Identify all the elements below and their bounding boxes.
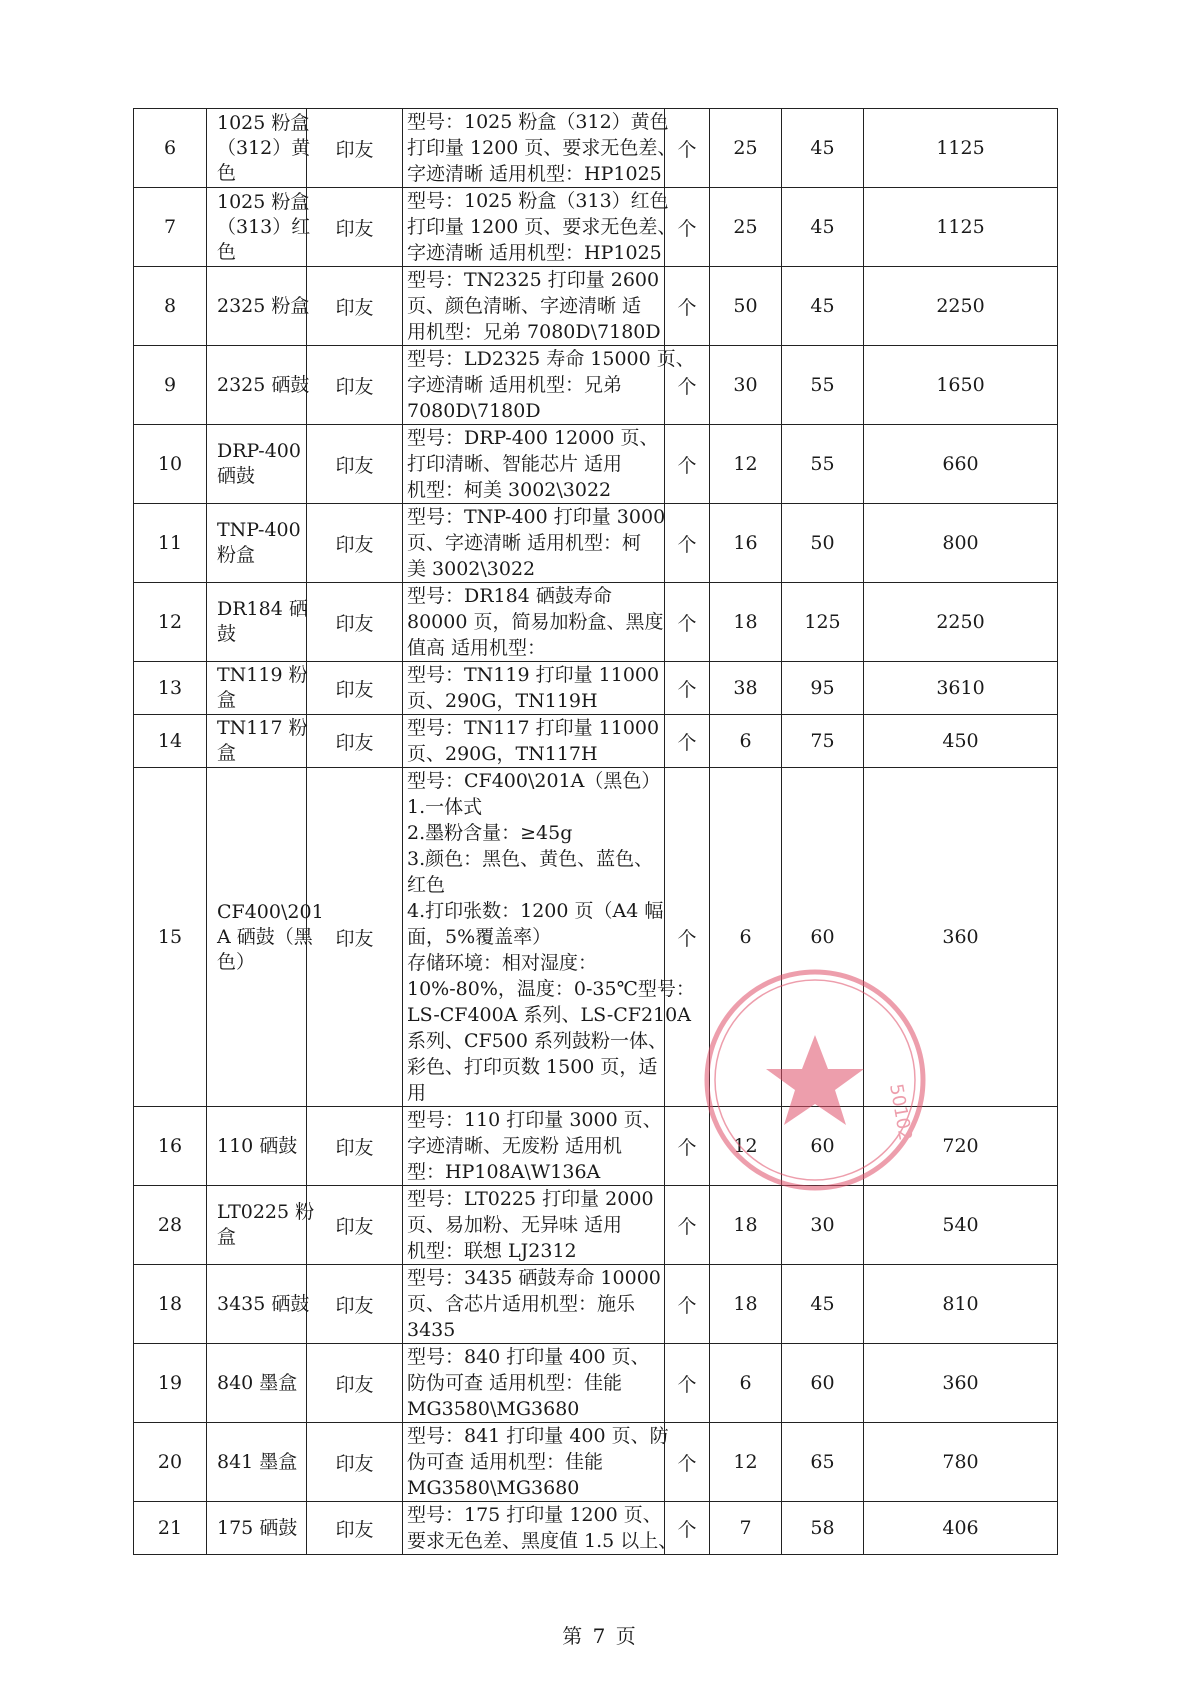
seq-cell: 9 bbox=[134, 346, 207, 425]
spec-cell-line: 型号：LT0225 打印量 2000 bbox=[407, 1188, 654, 1210]
seq-cell: 11 bbox=[134, 504, 207, 583]
total-cell: 3610 bbox=[864, 662, 1058, 715]
name-cell-line: （312）黄 bbox=[217, 136, 311, 159]
price-cell: 45 bbox=[782, 109, 864, 188]
total-cell: 2250 bbox=[864, 267, 1058, 346]
spec-cell bbox=[403, 1265, 665, 1344]
price-cell: 55 bbox=[782, 346, 864, 425]
spec-cell-line: 型号：TN119 打印量 11000 bbox=[407, 664, 660, 686]
name-cell bbox=[207, 1344, 307, 1423]
brand-cell: 印友 bbox=[307, 1423, 403, 1502]
spec-cell bbox=[403, 1186, 665, 1265]
seq-cell: 16 bbox=[134, 1107, 207, 1186]
brand-cell: 印友 bbox=[307, 715, 403, 768]
total-cell: 360 bbox=[864, 1344, 1058, 1423]
spec-cell-line: 型：HP108A\W136A bbox=[407, 1161, 601, 1183]
spec-cell-line: 80000 页，简易加粉盒、黑度 bbox=[407, 611, 664, 633]
spec-cell bbox=[403, 346, 695, 425]
name-cell-line: 鼓 bbox=[217, 623, 237, 645]
spec-cell-line: 彩色、打印页数 1500 页，适 bbox=[407, 1056, 658, 1078]
name-cell-line: 色） bbox=[217, 950, 256, 973]
spec-cell-line: 系列、CF500 系列鼓粉一体、 bbox=[407, 1030, 668, 1052]
name-cell bbox=[207, 267, 310, 346]
total-cell: 540 bbox=[864, 1186, 1058, 1265]
unit-cell: 个 bbox=[665, 1344, 710, 1423]
spec-cell-line: 伪可查 适用机型：佳能 bbox=[407, 1451, 604, 1473]
spec-cell-line: 页、易加粉、无异味 适用 bbox=[407, 1214, 623, 1236]
price-cell: 60 bbox=[782, 768, 864, 1107]
table-row bbox=[134, 188, 1058, 267]
unit-cell: 个 bbox=[665, 1186, 710, 1265]
spec-cell bbox=[403, 768, 695, 1107]
spec-cell-line: 页、290G，TN117H bbox=[407, 743, 598, 765]
product-table bbox=[133, 108, 1058, 1555]
qty-cell: 6 bbox=[710, 1344, 782, 1423]
price-cell: 55 bbox=[782, 425, 864, 504]
qty-cell: 7 bbox=[710, 1502, 782, 1555]
qty-cell: 6 bbox=[710, 768, 782, 1107]
price-cell: 65 bbox=[782, 1423, 864, 1502]
seq-cell: 10 bbox=[134, 425, 207, 504]
price-cell: 60 bbox=[782, 1344, 864, 1423]
name-cell bbox=[207, 504, 307, 583]
name-cell bbox=[207, 1186, 315, 1265]
seq-cell: 6 bbox=[134, 109, 207, 188]
unit-cell: 个 bbox=[665, 267, 710, 346]
brand-cell: 印友 bbox=[307, 583, 403, 662]
unit-cell: 个 bbox=[665, 504, 710, 583]
spec-cell-line: LS-CF400A 系列、LS-CF210A bbox=[407, 1004, 691, 1026]
unit-cell: 个 bbox=[665, 715, 710, 768]
table-row bbox=[134, 662, 1058, 715]
brand-cell: 印友 bbox=[307, 1186, 403, 1265]
price-cell: 50 bbox=[782, 504, 864, 583]
total-cell: 780 bbox=[864, 1423, 1058, 1502]
spec-cell-line: 字迹清晰 适用机型：HP1025 bbox=[407, 163, 662, 185]
qty-cell: 30 bbox=[710, 346, 782, 425]
qty-cell: 25 bbox=[710, 109, 782, 188]
seq-cell: 15 bbox=[134, 768, 207, 1107]
name-cell-line: 2325 粉盒 bbox=[217, 294, 310, 317]
spec-cell-line: 型号：TN2325 打印量 2600 bbox=[407, 269, 660, 291]
name-cell-line: 1025 粉盒 bbox=[217, 111, 310, 134]
spec-cell-line: 红色 bbox=[407, 874, 446, 896]
spec-cell-line: 型号：841 打印量 400 页、防 bbox=[407, 1425, 669, 1447]
spec-cell-line: 型号：LD2325 寿命 15000 页、 bbox=[407, 348, 695, 370]
brand-cell: 印友 bbox=[307, 425, 403, 504]
page-number: 第 7 页 bbox=[562, 1624, 638, 1648]
total-cell: 360 bbox=[864, 768, 1058, 1107]
brand-cell: 印友 bbox=[307, 188, 403, 267]
name-cell-line: DRP-400 bbox=[217, 440, 301, 462]
spec-cell-line: MG3580\MG3680 bbox=[407, 1398, 580, 1420]
seq-cell: 21 bbox=[134, 1502, 207, 1555]
spec-cell-line: 型号：1025 粉盒（312）黄色 bbox=[407, 111, 669, 133]
name-cell-line: 粉盒 bbox=[217, 544, 256, 566]
table-row bbox=[134, 109, 1058, 188]
table-row bbox=[134, 346, 1058, 425]
name-cell bbox=[207, 662, 307, 715]
brand-cell: 印友 bbox=[307, 662, 403, 715]
spec-cell-line: 用 bbox=[407, 1082, 427, 1104]
qty-cell: 18 bbox=[710, 1265, 782, 1344]
spec-cell-line: 打印量 1200 页、要求无色差、 bbox=[407, 137, 677, 159]
price-cell: 95 bbox=[782, 662, 864, 715]
total-cell: 450 bbox=[864, 715, 1058, 768]
spec-cell-line: 存储环境：相对湿度： bbox=[407, 952, 598, 974]
name-cell-line: （313）红 bbox=[217, 215, 311, 238]
qty-cell: 12 bbox=[710, 425, 782, 504]
table-row bbox=[134, 583, 1058, 662]
spec-cell-line: 机型：联想 LJ2312 bbox=[407, 1240, 577, 1262]
name-cell bbox=[207, 346, 310, 425]
name-cell bbox=[207, 109, 311, 188]
table-row bbox=[134, 715, 1058, 768]
price-cell: 125 bbox=[782, 583, 864, 662]
spec-cell bbox=[403, 1107, 665, 1186]
name-cell-line: 盒 bbox=[217, 689, 237, 711]
brand-cell: 印友 bbox=[307, 1107, 403, 1186]
total-cell: 1650 bbox=[864, 346, 1058, 425]
spec-cell bbox=[403, 267, 665, 346]
spec-cell-line: 打印清晰、智能芯片 适用 bbox=[407, 453, 623, 475]
spec-cell-line: 型号：175 打印量 1200 页、 bbox=[407, 1504, 662, 1526]
spec-cell-line: 字迹清晰 适用机型：兄弟 bbox=[407, 374, 623, 396]
spec-cell-line: 型号：840 打印量 400 页、 bbox=[407, 1346, 650, 1368]
name-cell-line: 色 bbox=[217, 161, 237, 184]
spec-cell bbox=[403, 1502, 678, 1555]
name-cell-line: 色 bbox=[217, 240, 237, 263]
qty-cell: 18 bbox=[710, 1186, 782, 1265]
price-cell: 60 bbox=[782, 1107, 864, 1186]
brand-cell: 印友 bbox=[307, 267, 403, 346]
spec-cell bbox=[403, 1423, 669, 1502]
spec-cell bbox=[403, 109, 677, 188]
spec-cell-line: 型号：TN117 打印量 11000 bbox=[407, 717, 660, 739]
seq-cell: 14 bbox=[134, 715, 207, 768]
table-row bbox=[134, 267, 1058, 346]
spec-cell-line: 机型：柯美 3002\3022 bbox=[407, 479, 612, 501]
name-cell-line: 盒 bbox=[217, 1226, 237, 1248]
seq-cell: 8 bbox=[134, 267, 207, 346]
name-cell bbox=[207, 1265, 310, 1344]
brand-cell: 印友 bbox=[307, 1265, 403, 1344]
brand-cell: 印友 bbox=[307, 768, 403, 1107]
name-cell-line: TNP-400 bbox=[217, 519, 301, 541]
qty-cell: 38 bbox=[710, 662, 782, 715]
table-row bbox=[134, 504, 1058, 583]
price-cell: 45 bbox=[782, 1265, 864, 1344]
table-row bbox=[134, 1344, 1058, 1423]
brand-cell: 印友 bbox=[307, 346, 403, 425]
name-cell-line: CF400\201 bbox=[217, 900, 324, 923]
qty-cell: 25 bbox=[710, 188, 782, 267]
spec-cell bbox=[403, 715, 665, 768]
spec-cell-line: 3435 bbox=[407, 1319, 456, 1341]
spec-cell-line: 型号：CF400\201A（黑色） bbox=[407, 770, 661, 792]
qty-cell: 12 bbox=[710, 1423, 782, 1502]
name-cell-line: 盒 bbox=[217, 742, 237, 764]
total-cell: 406 bbox=[864, 1502, 1058, 1555]
seq-cell: 19 bbox=[134, 1344, 207, 1423]
spec-cell bbox=[403, 188, 677, 267]
name-cell-line: 硒鼓 bbox=[217, 465, 256, 487]
price-cell: 45 bbox=[782, 188, 864, 267]
total-cell: 720 bbox=[864, 1107, 1058, 1186]
table-row bbox=[134, 1265, 1058, 1344]
qty-cell: 50 bbox=[710, 267, 782, 346]
price-cell: 75 bbox=[782, 715, 864, 768]
name-cell bbox=[207, 768, 324, 1107]
spec-cell-line: 型号：3435 硒鼓寿命 10000 bbox=[407, 1267, 661, 1289]
price-cell: 58 bbox=[782, 1502, 864, 1555]
table-row bbox=[134, 1502, 1058, 1555]
spec-cell bbox=[403, 425, 665, 504]
name-cell bbox=[207, 188, 311, 267]
spec-cell-line: 字迹清晰、无废粉 适用机 bbox=[407, 1135, 623, 1157]
table-row bbox=[134, 1107, 1058, 1186]
table-row bbox=[134, 1423, 1058, 1502]
brand-cell: 印友 bbox=[307, 1344, 403, 1423]
total-cell: 800 bbox=[864, 504, 1058, 583]
spec-cell-line: 打印量 1200 页、要求无色差、 bbox=[407, 216, 677, 238]
name-cell-line: A 硒鼓（黑 bbox=[217, 925, 313, 948]
spec-cell-line: 要求无色差、黑度值 1.5 以上、 bbox=[407, 1530, 678, 1552]
unit-cell: 个 bbox=[665, 662, 710, 715]
spec-cell-line: 用机型：兄弟 7080D\7180D bbox=[407, 321, 661, 343]
unit-cell: 个 bbox=[665, 188, 710, 267]
spec-cell-line: 页、含芯片适用机型：施乐 bbox=[407, 1293, 636, 1315]
spec-cell-line: 型号：DRP-400 12000 页、 bbox=[407, 427, 659, 449]
spec-cell-line: 1.一体式 bbox=[407, 796, 483, 818]
spec-cell-line: 页、颜色清晰、字迹清晰 适 bbox=[407, 295, 642, 317]
qty-cell: 16 bbox=[710, 504, 782, 583]
name-cell-line: 840 墨盒 bbox=[217, 1371, 298, 1394]
spec-cell bbox=[403, 583, 665, 662]
name-cell bbox=[207, 1502, 307, 1555]
total-cell: 660 bbox=[864, 425, 1058, 504]
spec-cell-line: 2.墨粉含量：≥45g bbox=[407, 822, 573, 844]
spec-cell-line: 值高 适用机型： bbox=[407, 637, 547, 659]
spec-cell bbox=[403, 662, 665, 715]
name-cell-line: LT0225 粉 bbox=[217, 1201, 315, 1223]
table-row bbox=[134, 425, 1058, 504]
name-cell-line: DR184 硒 bbox=[217, 598, 308, 620]
name-cell-line: 1025 粉盒 bbox=[217, 190, 310, 213]
spec-cell-line: 型号：TNP-400 打印量 3000 bbox=[407, 506, 666, 528]
spec-cell-line: MG3580\MG3680 bbox=[407, 1477, 580, 1499]
spec-cell-line: 7080D\7180D bbox=[407, 400, 541, 422]
unit-cell: 个 bbox=[665, 425, 710, 504]
name-cell bbox=[207, 583, 307, 662]
table-row bbox=[134, 768, 1058, 1107]
spec-cell-line: 页、290G，TN119H bbox=[407, 690, 598, 712]
spec-cell bbox=[403, 1344, 665, 1423]
brand-cell: 印友 bbox=[307, 1502, 403, 1555]
qty-cell: 18 bbox=[710, 583, 782, 662]
name-cell-line: 175 硒鼓 bbox=[217, 1516, 298, 1539]
price-cell: 30 bbox=[782, 1186, 864, 1265]
unit-cell: 个 bbox=[665, 1502, 710, 1555]
spec-cell-line: 10%-80%，温度：0-35℃型号： bbox=[407, 978, 695, 1000]
total-cell: 1125 bbox=[864, 109, 1058, 188]
name-cell-line: TN117 粉 bbox=[217, 717, 308, 739]
name-cell-line: 110 硒鼓 bbox=[217, 1134, 298, 1157]
spec-cell bbox=[403, 504, 665, 583]
spec-cell-line: 4.打印张数：1200 页（A4 幅 bbox=[407, 900, 664, 922]
spec-cell-line: 字迹清晰 适用机型：HP1025 bbox=[407, 242, 662, 264]
unit-cell: 个 bbox=[665, 1265, 710, 1344]
total-cell: 810 bbox=[864, 1265, 1058, 1344]
spec-cell-line: 3.颜色：黑色、黄色、蓝色、 bbox=[407, 848, 654, 870]
spec-cell-line: 面，5%覆盖率） bbox=[407, 926, 552, 948]
seq-cell: 13 bbox=[134, 662, 207, 715]
total-cell: 2250 bbox=[864, 583, 1058, 662]
seq-cell: 28 bbox=[134, 1186, 207, 1265]
name-cell-line: 3435 硒鼓 bbox=[217, 1292, 310, 1315]
spec-cell-line: 防伪可查 适用机型：佳能 bbox=[407, 1372, 623, 1394]
spec-cell-line: 美 3002\3022 bbox=[407, 558, 536, 580]
unit-cell: 个 bbox=[665, 1107, 710, 1186]
price-cell: 45 bbox=[782, 267, 864, 346]
qty-cell: 12 bbox=[710, 1107, 782, 1186]
seq-cell: 20 bbox=[134, 1423, 207, 1502]
spec-cell-line: 页、字迹清晰 适用机型：柯 bbox=[407, 532, 642, 554]
unit-cell: 个 bbox=[665, 109, 710, 188]
name-cell bbox=[207, 715, 307, 768]
seq-cell: 18 bbox=[134, 1265, 207, 1344]
table-row bbox=[134, 1186, 1058, 1265]
spec-cell-line: 型号：110 打印量 3000 页、 bbox=[407, 1109, 662, 1131]
unit-cell: 个 bbox=[665, 768, 710, 1107]
stamp-digits: 50102 bbox=[885, 1082, 916, 1143]
name-cell-line: TN119 粉 bbox=[217, 664, 308, 686]
name-cell bbox=[207, 425, 307, 504]
seq-cell: 12 bbox=[134, 583, 207, 662]
unit-cell: 个 bbox=[665, 583, 710, 662]
qty-cell: 6 bbox=[710, 715, 782, 768]
name-cell-line: 2325 硒鼓 bbox=[217, 373, 310, 396]
brand-cell: 印友 bbox=[307, 504, 403, 583]
name-cell bbox=[207, 1423, 307, 1502]
spec-cell-line: 型号：1025 粉盒（313）红色 bbox=[407, 190, 669, 212]
unit-cell: 个 bbox=[665, 346, 710, 425]
seq-cell: 7 bbox=[134, 188, 207, 267]
unit-cell: 个 bbox=[665, 1423, 710, 1502]
name-cell bbox=[207, 1107, 307, 1186]
name-cell-line: 841 墨盒 bbox=[217, 1450, 298, 1473]
total-cell: 1125 bbox=[864, 188, 1058, 267]
spec-cell-line: 型号：DR184 硒鼓寿命 bbox=[407, 585, 612, 607]
brand-cell: 印友 bbox=[307, 109, 403, 188]
